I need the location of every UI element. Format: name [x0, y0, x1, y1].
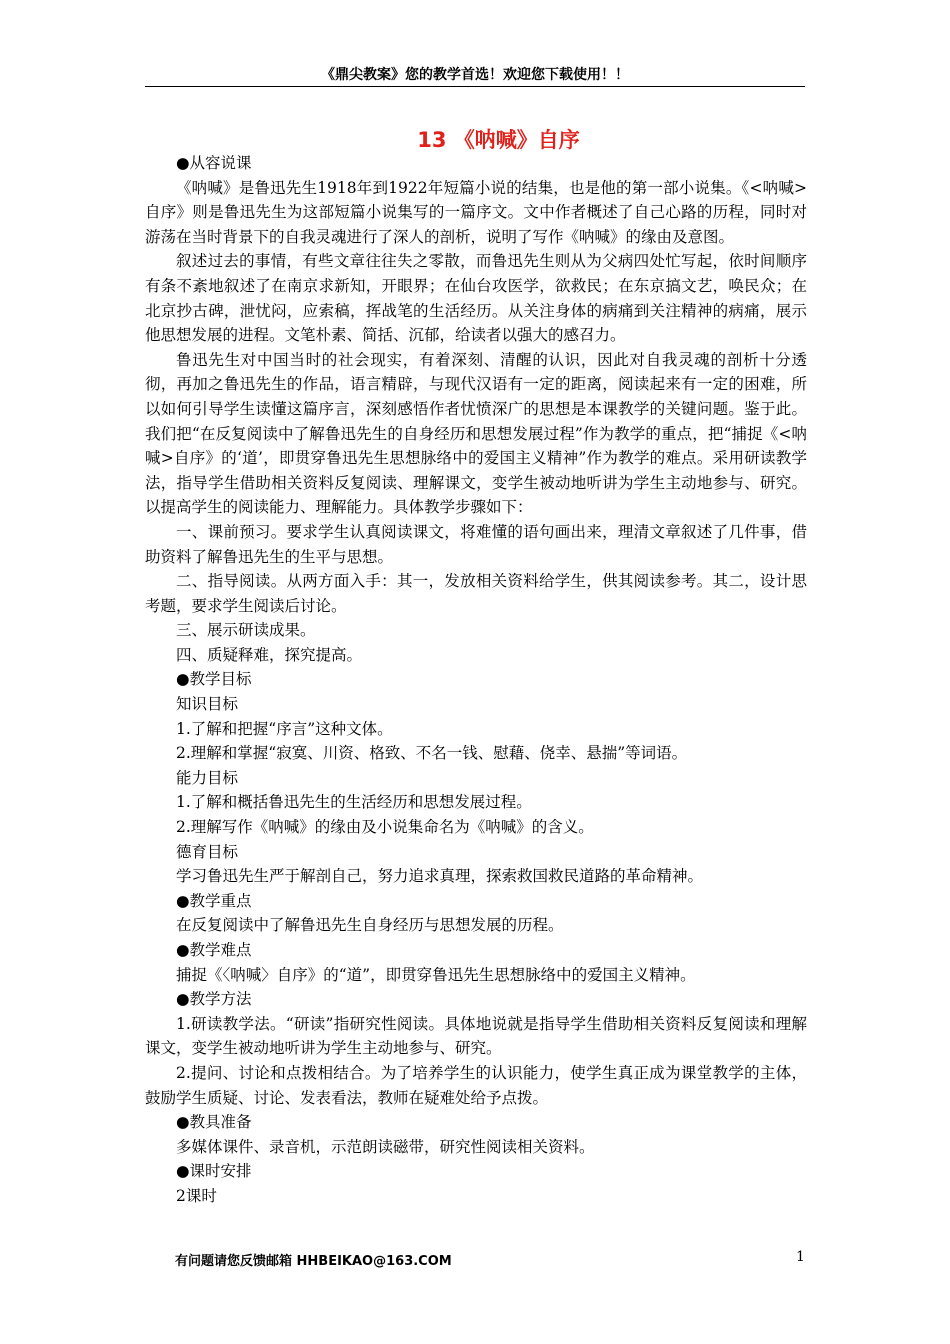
paragraph: 一、课前预习。要求学生认真阅读课文，将难懂的语句画出来，理清文章叙述了几件事，借助资料了解鲁迅先生的生平与思想。: [145, 522, 807, 566]
paragraph: 在反复阅读中了解鲁迅先生自身经历与思想发展的历程。: [176, 916, 564, 935]
paragraph: 多媒体课件、录音机，示范朗读磁带，研究性阅读相关资料。: [176, 1137, 595, 1156]
subheading: 能力目标: [176, 768, 239, 787]
page-number: 1: [796, 1249, 805, 1265]
section-heading: ●教学目标: [176, 670, 252, 689]
paragraph: 《呐喊》是鲁迅先生1918年到1922年短篇小说的结集，也是他的第一部小说集。《<呐喊>自序》则是鲁迅先生为这部短篇小说集写的一篇序文。文中作者概述了自己心路的历程，同时对游荡在当时背景下的自我灵魂进行了深人的剖析，说明了写作《呐喊》的缘由及意图。: [145, 178, 807, 246]
subheading: 德育目标: [176, 842, 239, 861]
list-item: 1.研读教学法。“研读”指研究性阅读。具体地说就是指导学生借助相关资料反复阅读和理解课文，变学生被动地听讲为学生主动地参与、研究。: [145, 1014, 807, 1058]
section-heading: ●教学重点: [176, 891, 252, 910]
paragraph: 四、质疑释难，探究提高。: [176, 645, 363, 664]
page-header: 《鼎尖教案》您的教学首选！欢迎您下载使用！！: [321, 67, 629, 83]
paragraph: 二、指导阅读。从两方面入手：其一，发放相关资料给学生，供其阅读参考。其二，设计思考题，要求学生阅读后讨论。: [145, 572, 807, 615]
paragraph: 叙述过去的事情，有些文章往往失之零散，而鲁迅先生则从为父病四处忙写起，依时间顺序有条不紊地叙述了在南京求新知，开眼界；在仙台攻医学，欲救民；在东京搞文艺，唤民众；在北京抄古碑，泄忧闷，应索稿，挥战笔的生活经历。从关注身体的病痛到关注精神的病痛，展示他思想发展的进程。文笔朴素、简括、沉郁，给读者以强大的感召力。: [145, 252, 807, 345]
section-heading: ●从容说课: [176, 154, 252, 172]
paragraph: 捕捉《〈呐喊〉自序》的“道”，即贯穿鲁迅先生思想脉络中的爱国主义精神。: [176, 965, 696, 984]
list-item: 2.理解写作《呐喊》的缘由及小说集命名为《呐喊》的含义。: [176, 818, 594, 837]
paragraph: 三、展示研读成果。: [176, 621, 316, 640]
list-item: 2.提问、讨论和点拨相结合。为了培养学生的认识能力，使学生真正成为课堂教学的主体，鼓励学生质疑、讨论、发表看法，教师在疑难处给予点拨。: [145, 1063, 807, 1107]
section-heading: ●教学方法: [176, 990, 252, 1009]
paragraph: 2课时: [176, 1186, 217, 1205]
list-item: 1.了解和把握“序言”这种文体。: [176, 719, 393, 738]
section-heading: ●课时安排: [176, 1162, 252, 1181]
list-item: 1.了解和概括鲁迅先生的生活经历和思想发展过程。: [176, 793, 532, 812]
lesson-title: 13 《呐喊》自序: [417, 128, 580, 152]
footer-feedback-email: 有问题请您反馈邮箱 HHBEIKAO@163.COM: [175, 1254, 452, 1269]
list-item: 2.理解和掌握“寂寞、川资、格致、不名一钱、慰藉、侥幸、悬揣”等词语。: [176, 744, 688, 763]
subheading: 知识目标: [176, 695, 239, 714]
header-rule: [145, 86, 805, 87]
section-heading: ●教学难点: [176, 941, 252, 959]
section-heading: ●教具准备: [176, 1113, 252, 1132]
body-text: [145, 151, 807, 1209]
paragraph: 鲁迅先生对中国当时的社会现实，有着深刻、清醒的认识，因此对自我灵魂的剖析十分透彻，再加之鲁迅先生的作品，语言精辟，与现代汉语有一定的距离，阅读起来有一定的困难，所以如何引导学生读懂这篇序言，深刻感悟作者忧愤深广的思想是本课教学的关键问题。鉴于此。我们把“在反复阅读中了解鲁迅先生的自身经历和思想发展过程”作为教学的重点，把“捕捉《<呐喊>自序》的‘道’，即贯穿鲁迅先生思想脉络中的爱国主义精神”作为教学的难点。采用研读教学法，指导学生借助相关资料反复阅读、理解课文，变学生被动地听讲为学生主动地参与、研究。以提高学生的阅读能力、理解能力。具体教学步骤如下：: [145, 350, 807, 517]
paragraph: 学习鲁迅先生严于解剖自己，努力追求真理，探索救国救民道路的革命精神。: [176, 867, 704, 886]
